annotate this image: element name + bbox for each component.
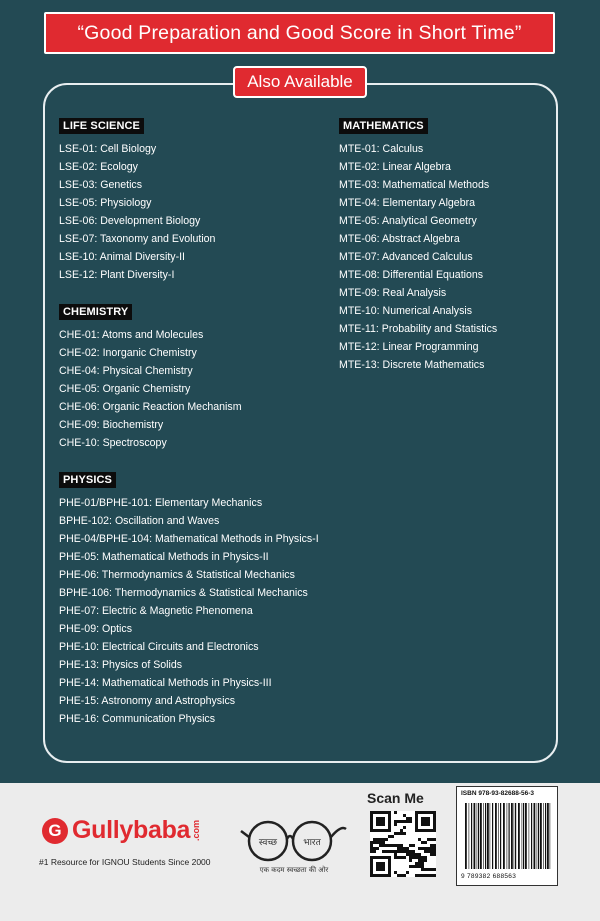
list-item: PHE-13: Physics of Solids [59,659,183,671]
swachh-bharat-logo-icon [238,815,350,877]
section-heading: PHYSICS [59,472,116,488]
list-item: LSE-02: Ecology [59,161,138,173]
swachh-left-text: स्वच्छ [258,838,278,848]
list-item: MTE-06: Abstract Algebra [339,233,460,245]
list-item: PHE-16: Communication Physics [59,713,216,725]
list-item: PHE-10: Electrical Circuits and Electronics [59,641,259,653]
list-item: PHE-15: Astronomy and Astrophysics [59,695,236,707]
list-item: CHE-04: Physical Chemistry [59,365,193,377]
list-item: LSE-06: Development Biology [59,215,201,227]
list-item: LSE-12: Plant Diversity-I [59,269,175,281]
list-item: CHE-10: Spectroscopy [59,437,167,449]
qr-code-icon[interactable] [370,811,436,877]
swachh-slogan: एक कदम स्वच्छता की ओर [259,866,329,874]
list-item: LSE-05: Physiology [59,197,152,209]
list-item: CHE-05: Organic Chemistry [59,383,191,395]
list-item: CHE-01: Atoms and Molecules [59,329,204,341]
list-item: PHE-04/BPHE-104: Mathematical Methods in Physics-I [59,533,319,545]
physics-section [59,470,319,728]
list-item: PHE-06: Thermodynamics & Statistical Mechanics [59,569,295,581]
list-item: PHE-07: Electric & Magnetic Phenomena [59,605,253,617]
scan-me-label: Scan Me [367,790,424,806]
list-item: MTE-12: Linear Programming [339,341,479,353]
logo-g-icon: G [42,818,68,844]
also-available-badge: Also Available [233,66,367,98]
gullybaba-logo [42,816,201,845]
logo-domain: .com [191,819,202,841]
barcode-number: 9 789382 688563 [461,873,517,880]
section-heading: LIFE SCIENCE [59,118,144,134]
list-item: MTE-03: Mathematical Methods [339,179,490,191]
list-item: BPHE-102: Oscillation and Waves [59,515,220,527]
list-item: LSE-10: Animal Diversity-II [59,251,185,263]
list-item: PHE-01/BPHE-101: Elementary Mechanics [59,497,263,509]
list-item: MTE-05: Analytical Geometry [339,215,477,227]
list-item: MTE-09: Real Analysis [339,287,447,299]
list-item: MTE-10: Numerical Analysis [339,305,473,317]
list-item: MTE-11: Probability and Statistics [339,323,498,335]
list-item: MTE-02: Linear Algebra [339,161,451,173]
list-item: LSE-07: Taxonomy and Evolution [59,233,216,245]
mathematics-section [339,116,497,374]
footer-tagline: #1 Resource for IGNOU Students Since 2000 [39,857,211,867]
list-item: LSE-03: Genetics [59,179,143,191]
swachh-right-text: भारत [303,838,321,848]
list-item: MTE-01: Calculus [339,143,424,155]
logo-wordmark: Gullybaba [72,816,191,844]
list-item: CHE-06: Organic Reaction Mechanism [59,401,242,413]
list-item: MTE-13: Discrete Mathematics [339,359,485,371]
right-column [339,116,497,392]
isbn-barcode-box [456,786,558,886]
list-item: PHE-14: Mathematical Methods in Physics-III [59,677,272,689]
chemistry-section [59,302,319,452]
section-heading: MATHEMATICS [339,118,428,134]
list-item: MTE-04: Elementary Algebra [339,197,476,209]
barcode-icon [463,801,553,871]
isbn-text: ISBN 978-93-82688-56-3 [461,790,534,797]
left-column [59,116,319,746]
life-science-section [59,116,319,284]
list-item: MTE-08: Differential Equations [339,269,484,281]
list-item: CHE-02: Inorganic Chemistry [59,347,197,359]
section-heading: CHEMISTRY [59,304,132,320]
list-item: LSE-01: Cell Biology [59,143,157,155]
list-item: PHE-09: Optics [59,623,133,635]
tagline-banner: “Good Preparation and Good Score in Short Time” [44,12,555,54]
list-item: BPHE-106: Thermodynamics & Statistical Mechanics [59,587,308,599]
list-item: MTE-07: Advanced Calculus [339,251,473,263]
list-item: PHE-05: Mathematical Methods in Physics-II [59,551,269,563]
list-item: CHE-09: Biochemistry [59,419,164,431]
